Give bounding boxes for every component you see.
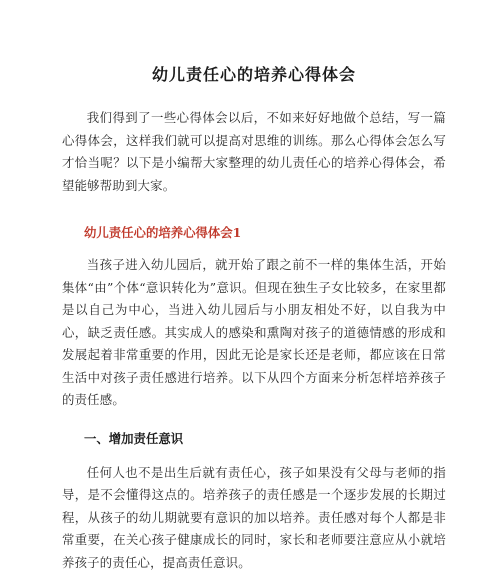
section-heading: 一、增加责任意识	[84, 430, 446, 448]
section-title: 幼儿责任心的培养心得体会1	[84, 224, 446, 242]
section-paragraph: 当孩子进入幼儿园后，就开始了跟之前不一样的集体生活，开始集体“由”个体“意识转化为”意识。但现在独生子女比较多，在家里都是以自己为中心，当进入幼儿园后与小朋友相处不好，以自我为中心，缺乏责任感。其实成人的感染和熏陶对孩子的道德情感的形成和发展起着非常重要的作用，因此无论是家长还是老师，都应该在日常生活中对孩子责任感进行培养。以下从四个方面来分析怎样培养孩子的责任感。	[62, 254, 446, 412]
page-title: 幼儿责任心的培养心得体会	[62, 62, 446, 85]
heading-paragraph: 任何人也不是出生后就有责任心，孩子如果没有父母与老师的指导，是不会懂得这点的。培养孩子的责任感是一个逐步发展的长期过程，从孩子的幼儿期就要有意识的加以培养。责任感对每个人都是非常重要，在关心孩子健康成长的同时，家长和老师要注意应从小就培养孩子的责任心，提高责任意识。	[62, 462, 446, 574]
intro-paragraph: 我们得到了一些心得体会以后，不如来好好地做个总结，写一篇心得体会，这样我们就可以提高对思维的训练。那么心得体会怎么写才恰当呢？以下是小编帮大家整理的幼儿责任心的培养心得体会，希望能够帮助到大家。	[62, 107, 446, 197]
